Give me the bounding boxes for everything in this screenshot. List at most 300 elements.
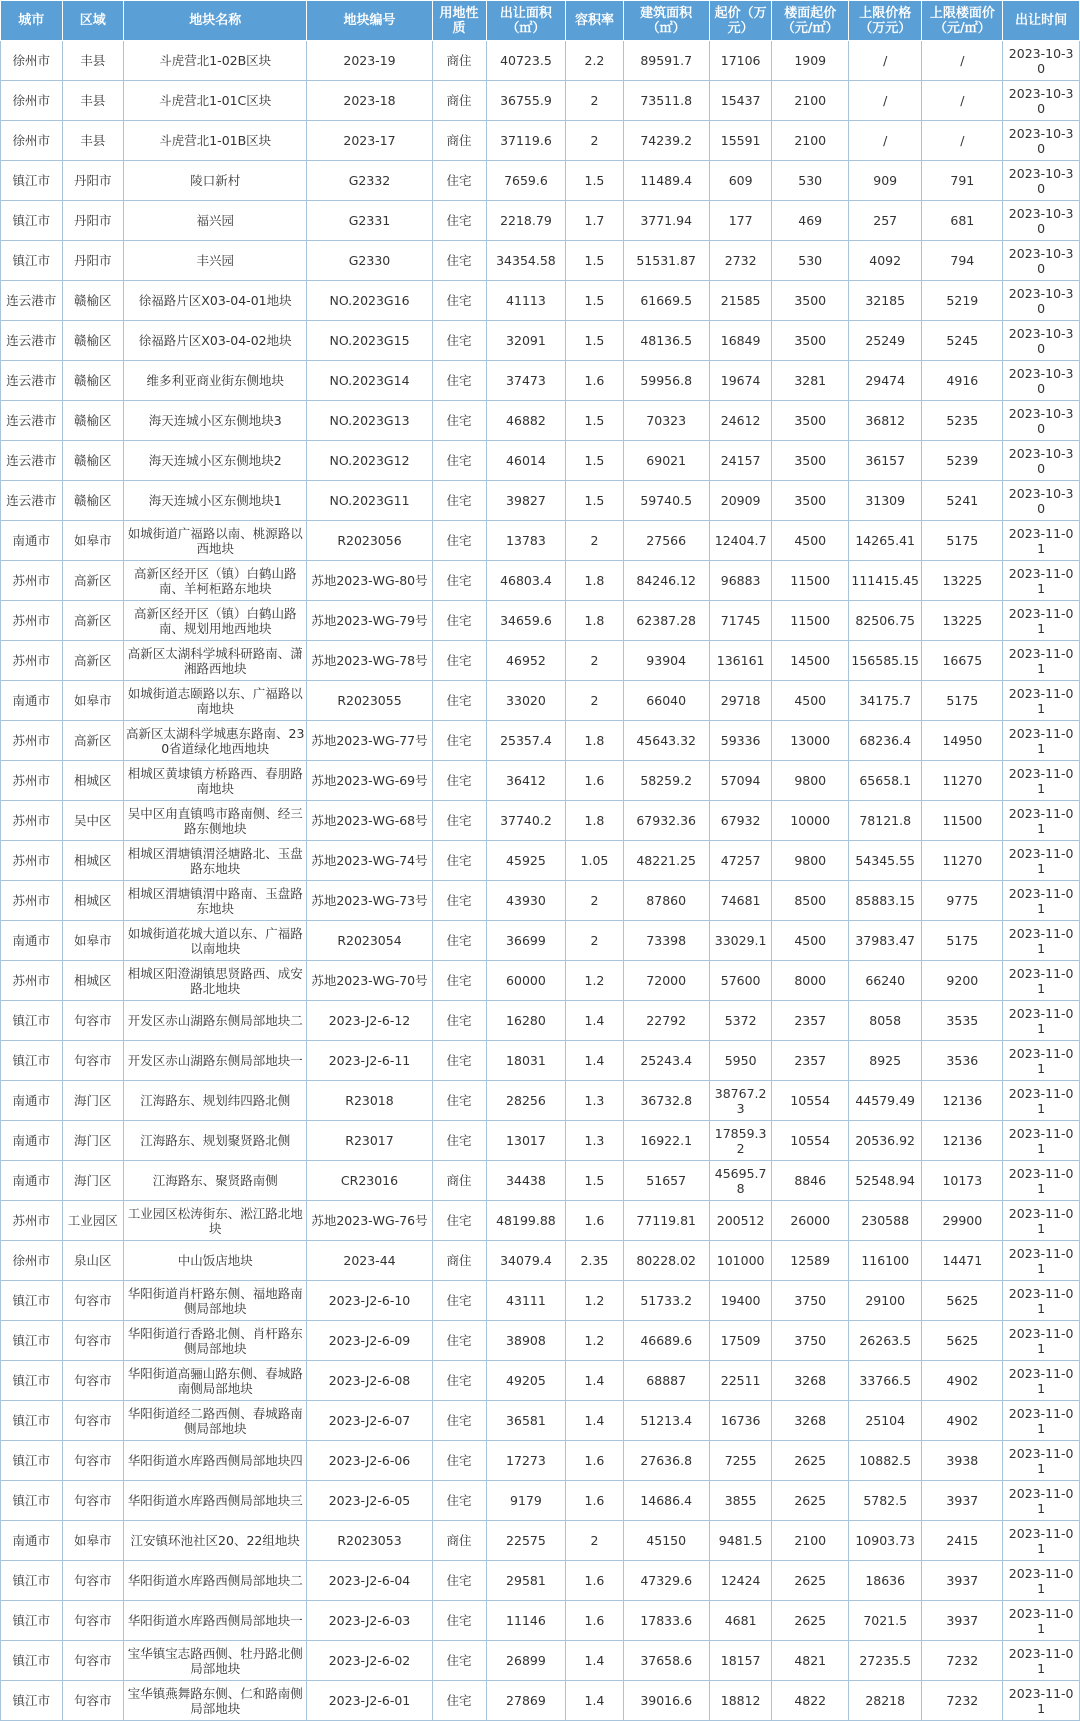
table-row	[1, 1161, 1080, 1201]
cell-plot-code: R23017	[307, 1121, 432, 1161]
cell-cap-price: 116100	[849, 1241, 922, 1281]
cell-plot-code: 2023-J2-6-06	[307, 1441, 432, 1481]
cell-area: 49205	[486, 1361, 566, 1401]
cell-area: 36755.9	[486, 81, 566, 121]
cell-cap-floor-price: 11270	[922, 841, 1003, 881]
cell-plot-code: 2023-J2-6-05	[307, 1481, 432, 1521]
cell-cap-price: 29100	[849, 1281, 922, 1321]
cell-floor-area: 36732.8	[623, 1081, 709, 1121]
cell-area: 7659.6	[486, 161, 566, 201]
cell-start-price: 67932	[709, 801, 772, 841]
cell-plot-ratio: 1.7	[566, 201, 623, 241]
cell-floor-area: 59740.5	[623, 481, 709, 521]
table-row	[1, 1441, 1080, 1481]
cell-floor-start-price: 2100	[772, 81, 849, 121]
cell-start-price: 2732	[709, 241, 772, 281]
cell-start-price: 5372	[709, 1001, 772, 1041]
cell-floor-start-price: 3281	[772, 361, 849, 401]
cell-city: 镇江市	[1, 1321, 63, 1361]
cell-floor-start-price: 3268	[772, 1401, 849, 1441]
cell-district: 高新区	[62, 721, 124, 761]
cell-cap-price: 29474	[849, 361, 922, 401]
cell-land-use: 住宅	[432, 601, 486, 641]
cell-cap-floor-price: 4916	[922, 361, 1003, 401]
cell-plot-ratio: 1.6	[566, 361, 623, 401]
cell-land-use: 住宅	[432, 961, 486, 1001]
cell-cap-floor-price: 3937	[922, 1481, 1003, 1521]
cell-plot-ratio: 1.5	[566, 241, 623, 281]
table-row	[1, 481, 1080, 521]
cell-land-use: 住宅	[432, 1681, 486, 1721]
cell-cap-price: 257	[849, 201, 922, 241]
cell-start-price: 71745	[709, 601, 772, 641]
cell-land-use: 住宅	[432, 161, 486, 201]
cell-district: 句容市	[62, 1041, 124, 1081]
cell-area: 40723.5	[486, 41, 566, 81]
cell-city: 苏州市	[1, 561, 63, 601]
cell-plot-name: 华阳街道水库路西侧局部地块一	[124, 1601, 307, 1641]
cell-start-price: 18157	[709, 1641, 772, 1681]
cell-floor-area: 93904	[623, 641, 709, 681]
cell-floor-start-price: 13000	[772, 721, 849, 761]
cell-cap-price: 65658.1	[849, 761, 922, 801]
cell-area: 26899	[486, 1641, 566, 1681]
cell-plot-code: R2023053	[307, 1521, 432, 1561]
cell-cap-floor-price: 5175	[922, 681, 1003, 721]
table-row	[1, 1681, 1080, 1721]
cell-plot-name: 丰兴园	[124, 241, 307, 281]
cell-plot-name: 华阳街道经二路西侧、春城路南侧局部地块	[124, 1401, 307, 1441]
cell-start-price: 59336	[709, 721, 772, 761]
cell-sale-date: 2023-11-01	[1003, 601, 1080, 641]
cell-land-use: 住宅	[432, 841, 486, 881]
cell-land-use: 住宅	[432, 361, 486, 401]
cell-plot-name: 如城街道广福路以南、桃源路以西地块	[124, 521, 307, 561]
column-header-area: 出让面积（㎡）	[486, 1, 566, 41]
cell-floor-start-price: 1909	[772, 41, 849, 81]
cell-plot-code: 2023-J2-6-10	[307, 1281, 432, 1321]
cell-city: 苏州市	[1, 881, 63, 921]
cell-start-price: 12404.7	[709, 521, 772, 561]
cell-floor-area: 59956.8	[623, 361, 709, 401]
column-header-floor-area: 建筑面积（㎡）	[623, 1, 709, 41]
cell-plot-ratio: 1.6	[566, 1481, 623, 1521]
cell-sale-date: 2023-11-01	[1003, 761, 1080, 801]
cell-start-price: 5950	[709, 1041, 772, 1081]
cell-plot-ratio: 1.5	[566, 1161, 623, 1201]
cell-cap-price: 34175.7	[849, 681, 922, 721]
column-header-floor-start-price: 楼面起价（元/㎡）	[772, 1, 849, 41]
cell-plot-code: NO.2023G12	[307, 441, 432, 481]
cell-cap-price: 4092	[849, 241, 922, 281]
table-row	[1, 1281, 1080, 1321]
cell-district: 句容市	[62, 1681, 124, 1721]
cell-cap-price: 44579.49	[849, 1081, 922, 1121]
cell-plot-name: 开发区赤山湖路东侧局部地块一	[124, 1041, 307, 1081]
cell-cap-price: 7021.5	[849, 1601, 922, 1641]
table-row	[1, 1361, 1080, 1401]
cell-plot-code: 苏地2023-WG-76号	[307, 1201, 432, 1241]
cell-district: 赣榆区	[62, 281, 124, 321]
column-header-plot-code: 地块编号	[307, 1, 432, 41]
cell-district: 海门区	[62, 1081, 124, 1121]
cell-land-use: 住宅	[432, 1601, 486, 1641]
cell-floor-start-price: 3750	[772, 1321, 849, 1361]
cell-start-price: 96883	[709, 561, 772, 601]
cell-floor-area: 66040	[623, 681, 709, 721]
cell-floor-start-price: 8000	[772, 961, 849, 1001]
table-row	[1, 1081, 1080, 1121]
cell-area: 22575	[486, 1521, 566, 1561]
cell-city: 苏州市	[1, 961, 63, 1001]
table-body	[1, 41, 1080, 1721]
table-row	[1, 161, 1080, 201]
cell-plot-code: 2023-44	[307, 1241, 432, 1281]
cell-cap-price: 20536.92	[849, 1121, 922, 1161]
cell-district: 赣榆区	[62, 441, 124, 481]
column-header-cap-floor-price: 上限楼面价（元/㎡）	[922, 1, 1003, 41]
cell-start-price: 15437	[709, 81, 772, 121]
table-row	[1, 81, 1080, 121]
cell-district: 丰县	[62, 121, 124, 161]
cell-land-use: 商住	[432, 1161, 486, 1201]
cell-floor-start-price: 10000	[772, 801, 849, 841]
cell-district: 丰县	[62, 41, 124, 81]
cell-plot-name: 徐福路片区X03-04-01地块	[124, 281, 307, 321]
cell-area: 33020	[486, 681, 566, 721]
cell-floor-start-price: 8846	[772, 1161, 849, 1201]
cell-start-price: 17509	[709, 1321, 772, 1361]
table-row	[1, 201, 1080, 241]
cell-cap-price: 54345.55	[849, 841, 922, 881]
cell-plot-name: 海天连城小区东侧地块3	[124, 401, 307, 441]
cell-start-price: 57600	[709, 961, 772, 1001]
cell-plot-name: 高新区经开区（镇）白鹤山路南、羊柯柜路东地块	[124, 561, 307, 601]
cell-land-use: 住宅	[432, 1081, 486, 1121]
cell-floor-area: 51531.87	[623, 241, 709, 281]
table-row	[1, 521, 1080, 561]
cell-plot-name: 斗虎营北1-02B区块	[124, 41, 307, 81]
cell-area: 41113	[486, 281, 566, 321]
cell-cap-price: 85883.15	[849, 881, 922, 921]
cell-city: 镇江市	[1, 201, 63, 241]
cell-floor-area: 61669.5	[623, 281, 709, 321]
cell-plot-code: 苏地2023-WG-77号	[307, 721, 432, 761]
cell-plot-code: 2023-18	[307, 81, 432, 121]
cell-land-use: 住宅	[432, 281, 486, 321]
cell-sale-date: 2023-11-01	[1003, 1001, 1080, 1041]
cell-city: 镇江市	[1, 1401, 63, 1441]
cell-plot-code: 苏地2023-WG-74号	[307, 841, 432, 881]
cell-city: 徐州市	[1, 1241, 63, 1281]
table-row	[1, 281, 1080, 321]
cell-floor-area: 69021	[623, 441, 709, 481]
cell-city: 镇江市	[1, 1641, 63, 1681]
table-row	[1, 361, 1080, 401]
cell-start-price: 16849	[709, 321, 772, 361]
cell-floor-area: 58259.2	[623, 761, 709, 801]
column-header-plot-name: 地块名称	[124, 1, 307, 41]
cell-sale-date: 2023-11-01	[1003, 801, 1080, 841]
cell-plot-ratio: 1.5	[566, 281, 623, 321]
cell-cap-floor-price: 11500	[922, 801, 1003, 841]
cell-area: 46882	[486, 401, 566, 441]
cell-plot-ratio: 2	[566, 521, 623, 561]
cell-floor-area: 51657	[623, 1161, 709, 1201]
cell-start-price: 17859.32	[709, 1121, 772, 1161]
cell-cap-price: /	[849, 121, 922, 161]
table-row	[1, 1401, 1080, 1441]
cell-floor-area: 47329.6	[623, 1561, 709, 1601]
cell-land-use: 住宅	[432, 921, 486, 961]
table-row	[1, 1521, 1080, 1561]
table-row	[1, 561, 1080, 601]
cell-district: 泉山区	[62, 1241, 124, 1281]
cell-plot-ratio: 1.2	[566, 961, 623, 1001]
cell-plot-ratio: 1.4	[566, 1641, 623, 1681]
cell-plot-name: 海天连城小区东侧地块1	[124, 481, 307, 521]
cell-cap-price: 33766.5	[849, 1361, 922, 1401]
cell-district: 高新区	[62, 561, 124, 601]
cell-district: 句容市	[62, 1281, 124, 1321]
column-header-land-use: 用地性质	[432, 1, 486, 41]
cell-area: 13783	[486, 521, 566, 561]
cell-area: 38908	[486, 1321, 566, 1361]
cell-cap-price: 66240	[849, 961, 922, 1001]
cell-cap-floor-price: 794	[922, 241, 1003, 281]
cell-plot-name: 高新区太湖科学城惠东路南、230省道绿化地西地块	[124, 721, 307, 761]
cell-plot-name: 江海路东、规划纬四路北侧	[124, 1081, 307, 1121]
cell-district: 句容市	[62, 1441, 124, 1481]
cell-plot-ratio: 1.5	[566, 161, 623, 201]
cell-plot-name: 华阳街道水库路西侧局部地块二	[124, 1561, 307, 1601]
cell-district: 句容市	[62, 1641, 124, 1681]
cell-land-use: 住宅	[432, 1641, 486, 1681]
cell-land-use: 住宅	[432, 1121, 486, 1161]
column-header-start-price: 起价（万元）	[709, 1, 772, 41]
cell-city: 连云港市	[1, 321, 63, 361]
cell-plot-ratio: 1.05	[566, 841, 623, 881]
header-row	[1, 1, 1080, 41]
cell-city: 南通市	[1, 1161, 63, 1201]
cell-start-price: 177	[709, 201, 772, 241]
cell-floor-area: 25243.4	[623, 1041, 709, 1081]
cell-area: 37473	[486, 361, 566, 401]
cell-plot-code: NO.2023G11	[307, 481, 432, 521]
cell-area: 28256	[486, 1081, 566, 1121]
cell-plot-code: 2023-J2-6-12	[307, 1001, 432, 1041]
cell-plot-code: 苏地2023-WG-79号	[307, 601, 432, 641]
cell-plot-code: R2023055	[307, 681, 432, 721]
cell-land-use: 住宅	[432, 241, 486, 281]
cell-sale-date: 2023-10-30	[1003, 201, 1080, 241]
cell-start-price: 609	[709, 161, 772, 201]
cell-city: 镇江市	[1, 1601, 63, 1641]
cell-plot-name: 高新区经开区（镇）白鹤山路南、规划用地西地块	[124, 601, 307, 641]
cell-cap-price: 10903.73	[849, 1521, 922, 1561]
cell-plot-name: 如城街道志颐路以东、广福路以南地块	[124, 681, 307, 721]
cell-land-use: 商住	[432, 1241, 486, 1281]
cell-district: 如皋市	[62, 921, 124, 961]
cell-start-price: 3855	[709, 1481, 772, 1521]
cell-plot-name: 江海路东、规划聚贤路北侧	[124, 1121, 307, 1161]
cell-floor-area: 14686.4	[623, 1481, 709, 1521]
cell-plot-name: 江海路东、聚贤路南侧	[124, 1161, 307, 1201]
cell-plot-name: 相城区渭塘镇渭泾塘路北、玉盘路东地块	[124, 841, 307, 881]
cell-sale-date: 2023-10-30	[1003, 81, 1080, 121]
cell-plot-name: 华阳街道高骊山路东侧、春城路南侧局部地块	[124, 1361, 307, 1401]
cell-city: 连云港市	[1, 281, 63, 321]
cell-start-price: 19674	[709, 361, 772, 401]
cell-plot-name: 吴中区甪直镇鸣市路南侧、经三路东侧地块	[124, 801, 307, 841]
cell-sale-date: 2023-10-30	[1003, 481, 1080, 521]
cell-floor-start-price: 3500	[772, 321, 849, 361]
cell-floor-start-price: 14500	[772, 641, 849, 681]
cell-cap-price: 230588	[849, 1201, 922, 1241]
cell-cap-floor-price: 5625	[922, 1281, 1003, 1321]
cell-area: 46952	[486, 641, 566, 681]
cell-floor-start-price: 10554	[772, 1121, 849, 1161]
table-row	[1, 961, 1080, 1001]
cell-land-use: 商住	[432, 1521, 486, 1561]
cell-cap-floor-price: 3938	[922, 1441, 1003, 1481]
cell-start-price: 7255	[709, 1441, 772, 1481]
cell-area: 39827	[486, 481, 566, 521]
cell-area: 11146	[486, 1601, 566, 1641]
cell-district: 相城区	[62, 841, 124, 881]
cell-floor-start-price: 2625	[772, 1561, 849, 1601]
cell-cap-floor-price: 14471	[922, 1241, 1003, 1281]
cell-cap-price: 5782.5	[849, 1481, 922, 1521]
cell-cap-floor-price: 3535	[922, 1001, 1003, 1041]
cell-area: 34659.6	[486, 601, 566, 641]
cell-cap-price: 28218	[849, 1681, 922, 1721]
cell-cap-floor-price: 3937	[922, 1601, 1003, 1641]
cell-cap-floor-price: /	[922, 81, 1003, 121]
cell-plot-ratio: 1.8	[566, 801, 623, 841]
cell-floor-area: 84246.12	[623, 561, 709, 601]
cell-sale-date: 2023-10-30	[1003, 121, 1080, 161]
cell-start-price: 57094	[709, 761, 772, 801]
cell-cap-price: /	[849, 81, 922, 121]
column-header-district: 区域	[62, 1, 124, 41]
cell-plot-code: 2023-J2-6-03	[307, 1601, 432, 1641]
cell-city: 连云港市	[1, 481, 63, 521]
cell-plot-ratio: 1.6	[566, 1441, 623, 1481]
cell-district: 赣榆区	[62, 321, 124, 361]
cell-plot-code: NO.2023G14	[307, 361, 432, 401]
cell-floor-start-price: 3500	[772, 441, 849, 481]
cell-plot-name: 华阳街道肖杆路东侧、福地路南侧局部地块	[124, 1281, 307, 1321]
cell-plot-name: 相城区阳澄湖镇思贤路西、成安路北地块	[124, 961, 307, 1001]
cell-cap-floor-price: 5625	[922, 1321, 1003, 1361]
table-row	[1, 441, 1080, 481]
cell-floor-area: 72000	[623, 961, 709, 1001]
table-row	[1, 1241, 1080, 1281]
cell-floor-area: 73511.8	[623, 81, 709, 121]
cell-district: 如皋市	[62, 1521, 124, 1561]
cell-plot-ratio: 1.8	[566, 561, 623, 601]
cell-district: 丹阳市	[62, 161, 124, 201]
cell-floor-area: 80228.02	[623, 1241, 709, 1281]
cell-plot-name: 宝华镇宝志路西侧、牡丹路北侧局部地块	[124, 1641, 307, 1681]
cell-sale-date: 2023-10-30	[1003, 361, 1080, 401]
cell-floor-start-price: 4822	[772, 1681, 849, 1721]
cell-plot-ratio: 2	[566, 1521, 623, 1561]
cell-cap-price: 82506.75	[849, 601, 922, 641]
cell-floor-area: 39016.6	[623, 1681, 709, 1721]
cell-plot-ratio: 1.6	[566, 761, 623, 801]
cell-plot-name: 工业园区松涛街东、淞江路北地块	[124, 1201, 307, 1241]
cell-city: 镇江市	[1, 1281, 63, 1321]
cell-plot-ratio: 1.4	[566, 1401, 623, 1441]
cell-floor-area: 77119.81	[623, 1201, 709, 1241]
cell-floor-start-price: 9800	[772, 761, 849, 801]
cell-district: 海门区	[62, 1121, 124, 1161]
cell-plot-code: R23018	[307, 1081, 432, 1121]
table-row	[1, 41, 1080, 81]
cell-area: 16280	[486, 1001, 566, 1041]
cell-sale-date: 2023-10-30	[1003, 281, 1080, 321]
cell-sale-date: 2023-11-01	[1003, 1121, 1080, 1161]
cell-cap-price: 8925	[849, 1041, 922, 1081]
cell-sale-date: 2023-10-30	[1003, 321, 1080, 361]
cell-plot-name: 江安镇环池社区20、22组地块	[124, 1521, 307, 1561]
cell-city: 镇江市	[1, 241, 63, 281]
cell-city: 徐州市	[1, 121, 63, 161]
cell-district: 句容市	[62, 1361, 124, 1401]
cell-start-price: 19400	[709, 1281, 772, 1321]
cell-cap-floor-price: 5241	[922, 481, 1003, 521]
cell-start-price: 33029.1	[709, 921, 772, 961]
cell-start-price: 15591	[709, 121, 772, 161]
cell-area: 13017	[486, 1121, 566, 1161]
cell-area: 9179	[486, 1481, 566, 1521]
cell-cap-floor-price: 2415	[922, 1521, 1003, 1561]
cell-land-use: 住宅	[432, 481, 486, 521]
cell-plot-ratio: 1.3	[566, 1121, 623, 1161]
cell-plot-ratio: 1.6	[566, 1201, 623, 1241]
cell-floor-area: 51213.4	[623, 1401, 709, 1441]
cell-start-price: 45695.78	[709, 1161, 772, 1201]
cell-plot-ratio: 1.4	[566, 1361, 623, 1401]
cell-cap-floor-price: 10173	[922, 1161, 1003, 1201]
cell-cap-floor-price: 13225	[922, 601, 1003, 641]
cell-cap-floor-price: 5239	[922, 441, 1003, 481]
cell-city: 苏州市	[1, 641, 63, 681]
cell-plot-code: 2023-J2-6-04	[307, 1561, 432, 1601]
cell-floor-start-price: 3750	[772, 1281, 849, 1321]
cell-start-price: 24157	[709, 441, 772, 481]
cell-sale-date: 2023-11-01	[1003, 561, 1080, 601]
cell-sale-date: 2023-11-01	[1003, 921, 1080, 961]
cell-sale-date: 2023-11-01	[1003, 681, 1080, 721]
cell-cap-price: 18636	[849, 1561, 922, 1601]
cell-sale-date: 2023-11-01	[1003, 1601, 1080, 1641]
cell-sale-date: 2023-10-30	[1003, 41, 1080, 81]
cell-sale-date: 2023-11-01	[1003, 1321, 1080, 1361]
cell-floor-start-price: 10554	[772, 1081, 849, 1121]
table-row	[1, 401, 1080, 441]
cell-cap-price: 111415.45	[849, 561, 922, 601]
cell-district: 句容市	[62, 1481, 124, 1521]
cell-plot-name: 徐福路片区X03-04-02地块	[124, 321, 307, 361]
cell-city: 连云港市	[1, 441, 63, 481]
cell-land-use: 住宅	[432, 1441, 486, 1481]
cell-plot-name: 斗虎营北1-01C区块	[124, 81, 307, 121]
cell-land-use: 住宅	[432, 721, 486, 761]
cell-plot-code: CR23016	[307, 1161, 432, 1201]
